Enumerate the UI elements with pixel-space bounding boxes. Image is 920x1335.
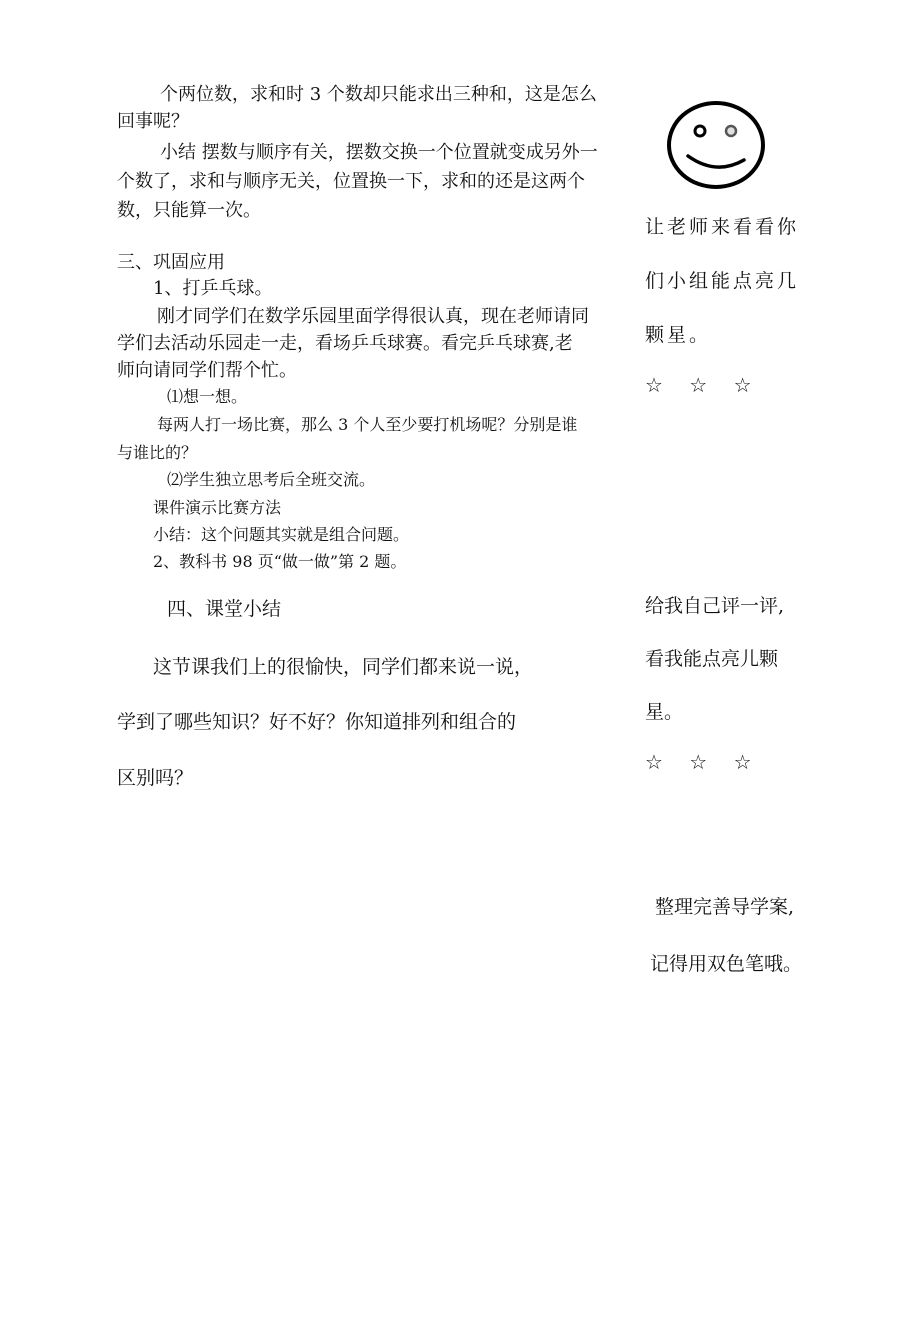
intro-line-1: 个两位数，求和时 3 个数却只能求出三种和，这是怎么 bbox=[160, 84, 597, 105]
section3-think: ⑴想一想。 bbox=[167, 387, 248, 406]
side-note1-line-2: 们小组能点亮几 bbox=[645, 270, 800, 292]
section3-para-line-3: 师向请同学们帮个忙。 bbox=[117, 360, 297, 381]
section3-question-line-2: 与谁比的？ bbox=[117, 443, 198, 462]
side-note3-line-1: 整理完善导学案, bbox=[655, 896, 795, 918]
section3-item1: 1、打乒乓球。 bbox=[153, 278, 273, 299]
section3-para-line-2: 学们去活动乐园走一走，看场乒乓球赛。看完乒乓球赛,老 bbox=[117, 333, 573, 354]
star-rating-2: ☆ ☆ ☆ bbox=[645, 750, 762, 774]
side-note2-line-1: 给我自己评一评, bbox=[645, 595, 785, 617]
section3-para-line-1: 刚才同学们在数学乐园里面学得很认真，现在老师请同 bbox=[157, 306, 589, 327]
side-note1-line-3: 颗星。 bbox=[645, 324, 712, 346]
summary1-line-3: 数，只能算一次。 bbox=[117, 200, 261, 221]
summary1-line-1: 小结 摆数与顺序有关，摆数交换一个位置就变成另外一 bbox=[160, 142, 598, 163]
section3-discuss: ⑵学生独立思考后全班交流。 bbox=[167, 470, 376, 489]
side-note3-line-2: 记得用双色笔哦。 bbox=[650, 953, 803, 975]
summary1-line-2: 个数了，求和与顺序无关，位置换一下，求和的还是这两个 bbox=[117, 171, 585, 192]
section3-question-line-1: 每两人打一场比赛，那么 3 个人至少要打机场呢？分别是谁 bbox=[157, 415, 578, 434]
smiley-face-icon bbox=[666, 100, 766, 190]
section4-line-3: 区别吗？ bbox=[117, 767, 194, 789]
side-note1-line-1: 让老师来看看你 bbox=[645, 216, 800, 238]
side-note2-line-2: 看我能点亮儿颗 bbox=[645, 648, 779, 670]
intro-line-2: 回事呢？ bbox=[117, 111, 189, 132]
section4-heading: 四、课堂小结 bbox=[167, 598, 282, 620]
section3-heading: 三、巩固应用 bbox=[117, 252, 225, 273]
star-rating-1: ☆ ☆ ☆ bbox=[645, 373, 762, 397]
section3-item2: 2、教科书 98 页“做一做”第 2 题。 bbox=[153, 552, 407, 571]
section3-demo: 课件演示比赛方法 bbox=[153, 498, 282, 517]
side-note2-line-3: 星。 bbox=[645, 701, 684, 723]
section4-line-2: 学到了哪些知识？好不好？你知道排列和组合的 bbox=[117, 711, 517, 733]
section4-line-1: 这节课我们上的很愉快，同学们都来说一说， bbox=[153, 656, 534, 678]
section3-summary: 小结：这个问题其实就是组合问题。 bbox=[153, 525, 410, 544]
